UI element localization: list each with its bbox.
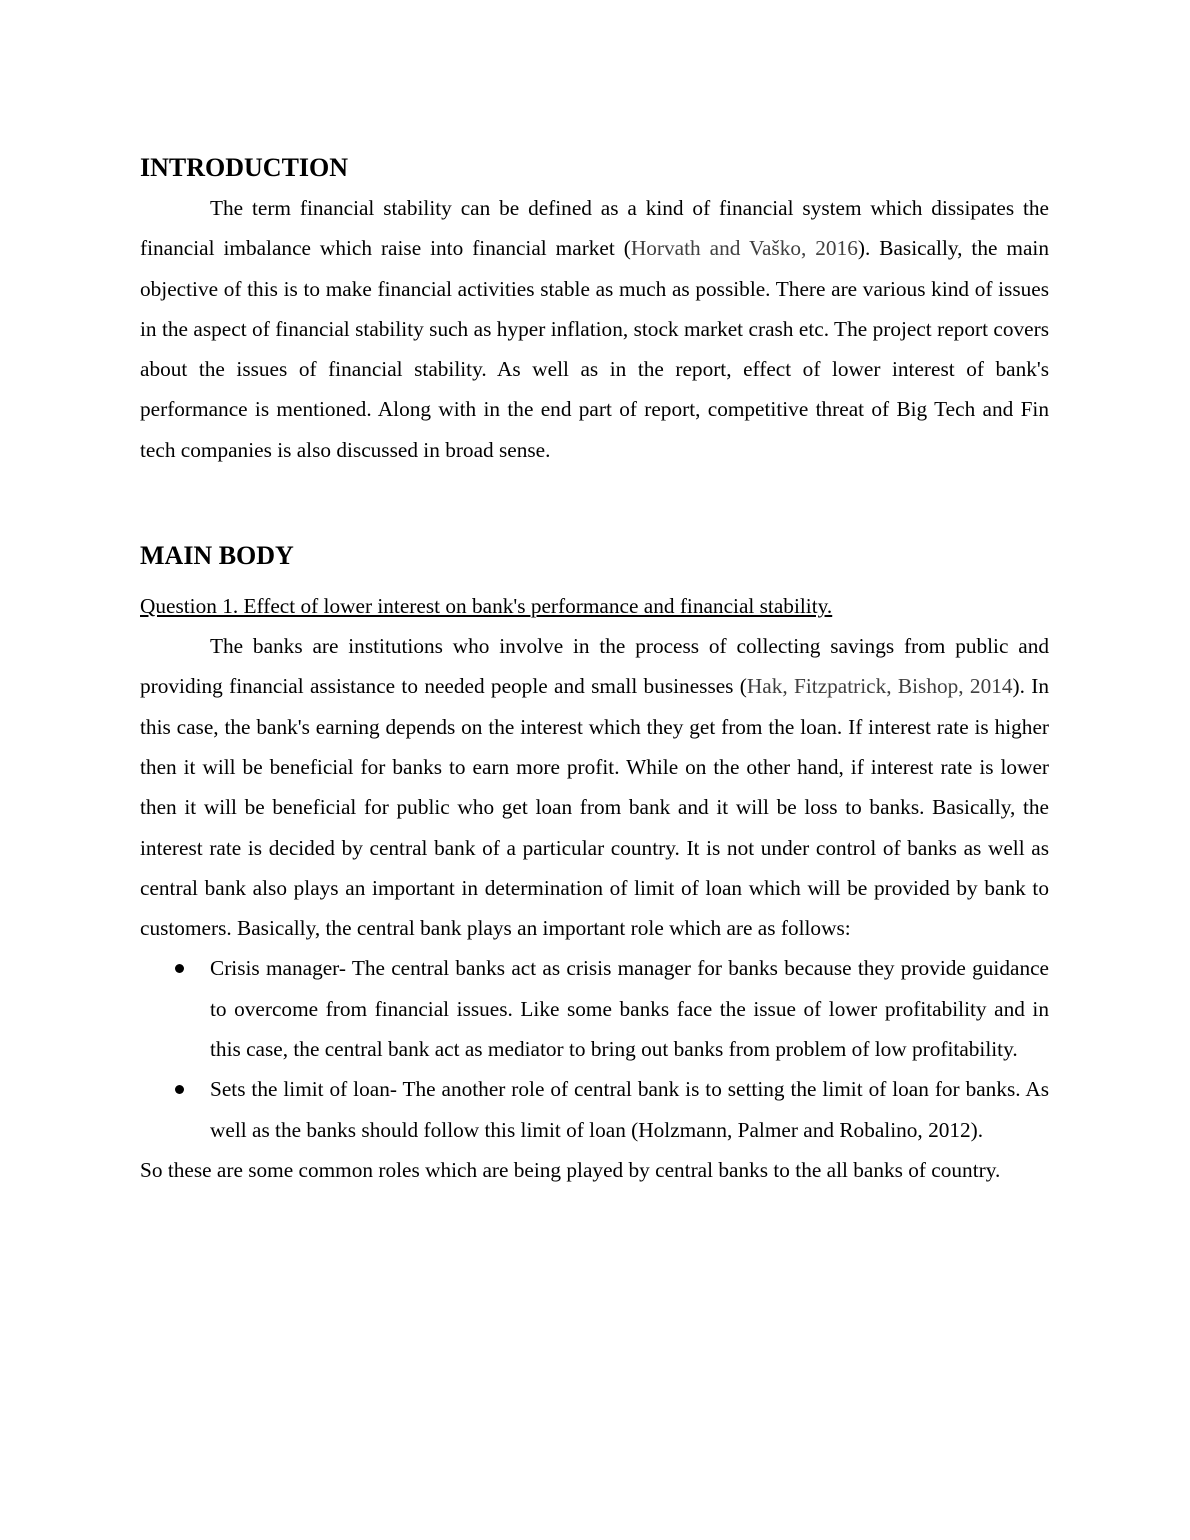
list-item bbox=[140, 948, 1049, 1069]
introduction-heading: INTRODUCTION bbox=[140, 153, 349, 182]
introduction-text-end: ). Basically, the main objective of this is to make financial activities stable as much as possible. There are various kind of issues in the aspect of financial stability such as hyper inflation, stock market crash etc. The project report covers about the issues of financial stability. As well as in the report, effect of lower interest of bank's performance is mentioned. Along with in the end part of report, competitive threat of Big Tech and Fin tech companies is also discussed in broad sense. bbox=[140, 236, 1049, 462]
list-item-text: Sets the limit of loan- The another role of central bank is to setting the limit of loan for banks. As well as the banks should follow this limit of loan (Holzmann, Palmer and Robalino, 2012). bbox=[210, 1077, 1049, 1142]
introduction-text-start: The term financial stability can be defined as a kind of financial system which dissipates the financial imbalance which raise into financial market ( bbox=[140, 196, 1049, 261]
document-page bbox=[140, 148, 1049, 1190]
bullet-icon bbox=[175, 964, 184, 973]
citation-horvath: Horvath and Vaško, 2016 bbox=[630, 236, 858, 261]
question-1-title: Question 1. Effect of lower interest on bank's performance and financial stability. bbox=[140, 594, 833, 619]
main-body-text-start: The banks are institutions who involve in the process of collecting savings from public and providing financial assistance to needed people and small businesses ( bbox=[140, 634, 1049, 699]
main-body-text-end: ). In this case, the bank's earning depends on the interest which they get from the loan. If interest rate is higher then it will be beneficial for banks to earn more profit. While on the other hand, if interest rate is lower then it will be beneficial for public who get loan from bank and it will be loss to banks. Basically, the interest rate is decided by central bank of a particular country. It is not under control of banks as well as central bank also plays an important in determination of limit of loan which will be provided by bank to customers. Basically, the central bank plays an important role which are as follows: bbox=[140, 674, 1049, 941]
main-body-paragraph bbox=[140, 626, 1049, 948]
list-item-text: Crisis manager- The central banks act as crisis manager for banks because they provide guidance to overcome from financial issues. Like some banks face the issue of lower profitability and in this case, the central bank act as mediator to bring out banks from problem of low profitability. bbox=[210, 956, 1049, 1062]
citation-hak: Hak, Fitzpatrick, Bishop, 2014 bbox=[746, 674, 1013, 699]
closing-paragraph: So these are some common roles which are being played by central banks to the all banks of country. bbox=[140, 1157, 1001, 1182]
introduction-paragraph bbox=[140, 188, 1049, 470]
bullet-icon bbox=[175, 1085, 184, 1094]
central-bank-roles-list bbox=[140, 948, 1049, 1149]
main-body-heading: MAIN BODY bbox=[140, 541, 294, 571]
list-item bbox=[140, 1069, 1049, 1150]
